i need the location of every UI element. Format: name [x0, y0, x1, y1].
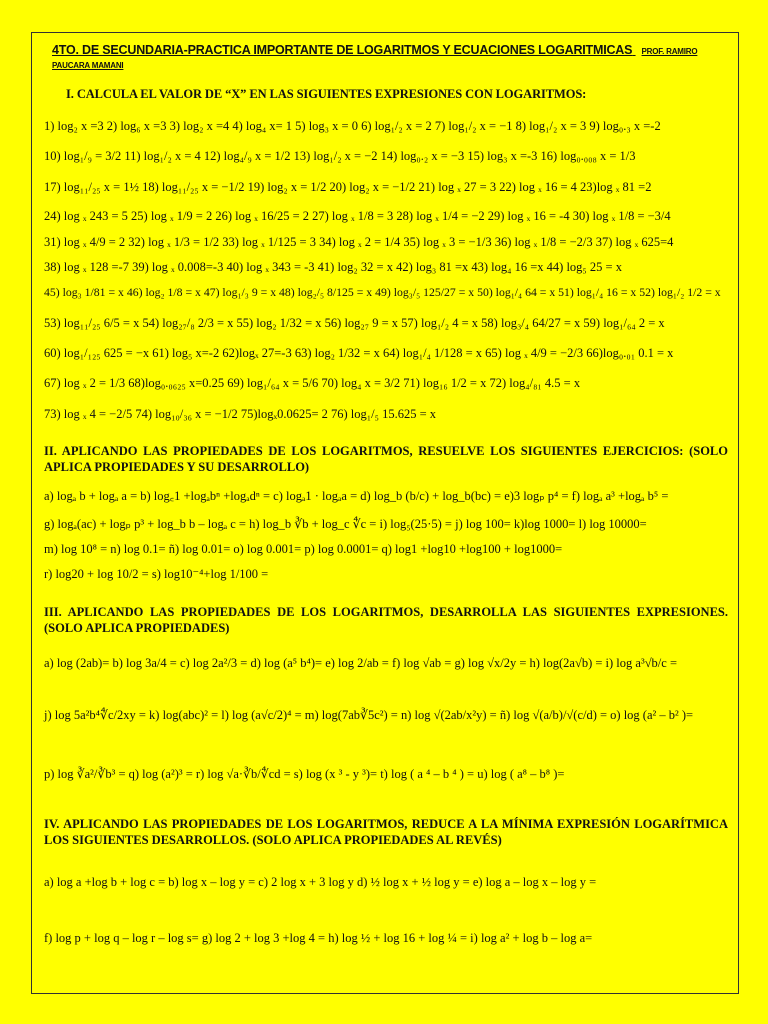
exercise-row: f) log p + log q – log r – log s= g) log 2 + log 3 +log 4 = h) log ½ + log 16 + log ¼ = i) log a² + log b – log a=	[44, 931, 593, 945]
exercise-row: 67) log ₓ 2 = 1/3 68)log₀.₀₆₂₅ x=0.25 69) log₁/₆₄ x = 5/6 70) log₄ x = 3/2 71) log₁₆ 1/2 = x 72) log₄/₈₁ 4.5 = x	[44, 375, 581, 390]
exercise-row: 17) log₁₁/₂₅ x = 1½ 18) log₁₁/₂₅ x = −1/2 19) log₂ x = 1/2 20) log₂ x = −1/2 21) log ₓ 27 = 3 22) log ₓ 16 = 4 23)log ₓ 81 =2	[44, 180, 652, 194]
section-3-heading: III. APLICANDO LAS PROPIEDADES DE LOS LOGARITMOS, DESARROLLA LAS SIGUIENTES EXPRESIONES. (SOLO APLICA PROPIEDADES)	[44, 605, 728, 635]
exercise-row: g) logₐ(ac) + logₚ p³ + log_b b – logₐ c = h) log_b ∛b + log_c ∜c = i) log₅(25·5) = j) log 100= k)log 1000= l) log 10000=	[44, 516, 647, 531]
author-name: PROF. RAMIRO PAUCARA MAMANI	[52, 47, 698, 70]
exercise-row: 45) log₃ 1/81 = x 46) log₂ 1/8 = x 47) log₁/₃ 9 = x 48) log₂/₅ 8/125 = x 49) log₃/₅ 125/27 = x 50) log₁/₄ 64 = x 51) log₁/₄ 16 = x 52) log₁/₂ 1/2 = x	[44, 285, 721, 299]
exercise-row: 73) log ₓ 4 = −2/5 74) log₁₀/₃₆ x = −1/2 75)logₓ0.0625= 2 76) log₁/₅ 15.625 = x	[44, 407, 437, 421]
exercise-row: 60) log₁/₁₂₅ 625 = −x 61) log₅ x=-2 62)logₓ 27=-3 63) log₂ 1/32 = x 64) log₁/₄ 1/128 = x 65) log ₓ 4/9 = −2/3 66)log₀.₀₁ 0.1 = x	[44, 345, 674, 360]
section-2-heading: II. APLICANDO LAS PROPIEDADES DE LOS LOGARITMOS, RESUELVE LOS SIGUIENTES EJERCICIOS: (SOLO APLICA PROPIEDADES Y SU DESARROLLO)	[44, 444, 728, 474]
section-1-heading: I. CALCULA EL VALOR DE “X” EN LAS SIGUIENTES EXPRESIONES CON LOGARITMOS:	[66, 87, 587, 101]
section-4-heading: IV. APLICANDO LAS PROPIEDADES DE LOS LOGARITMOS, REDUCE A LA MÍNIMA EXPRESIÓN LOGARÍTMICA LOS SIGUIENTES DESARROLLOS. (SOLO APLICA PROPIEDADES AL REVÉS)	[44, 817, 728, 847]
exercise-row: r) log20 + log 10/2 = s) log10⁻⁴+log 1/100 =	[44, 566, 269, 581]
worksheet-page	[31, 32, 739, 994]
exercise-row: 24) log ₓ 243 = 5 25) log ₓ 1/9 = 2 26) log ₓ 16/25 = 2 27) log ₓ 1/8 = 3 28) log ₓ 1/4 = −2 29) log ₓ 16 = -4 30) log ₓ 1/8 = −3/4	[44, 208, 671, 223]
exercise-row: 1) log₂ x =3 2) log₆ x =3 3) log₂ x =4 4) log₄ x= 1 5) log₃ x = 0 6) log₁/₂ x = 2 7) log₁/₂ x = −1 8) log₁/₂ x = 3 9) log₀.₃ x =-2	[44, 118, 661, 133]
worksheet-title: 4TO. DE SECUNDARIA-PRACTICA IMPORTANTE DE LOGARITMOS Y ECUACIONES LOGARITMICAS	[52, 43, 633, 57]
exercise-row: a) log (2ab)= b) log 3a/4 = c) log 2a²/3 = d) log (a⁵ b⁴)= e) log 2/ab = f) log √ab = g) log √x/2y = h) log(2a√b) = i) log a³√b/c =	[44, 656, 677, 670]
exercise-row: a) logₐ b + logₐ a = b) log꜀1 +logₐbⁿ +logₐdⁿ = c) logₐ1 · logₐa = d) log_b (b/c) + log_b(bc) = e)3 logₚ p⁴ = f) logₐ a³ +logₐ b⁵ =	[44, 489, 669, 503]
exercise-row: 10) log₁/₉ = 3/2 11) log₁/₂ x = 4 12) log₄/₉ x = 1/2 13) log₁/₂ x = −2 14) log₀.₂ x = −3 15) log₃ x =-3 16) log₀.₀₀₈ x = 1/3	[44, 148, 636, 163]
worksheet-header	[52, 43, 728, 71]
exercise-row: a) log a +log b + log c = b) log x – log y = c) 2 log x + 3 log y d) ½ log x + ½ log y = e) log a – log x – log y =	[44, 875, 597, 889]
exercise-row: j) log 5a²b⁴∜c/2xy = k) log(abc)² = l) log (a√c/2)⁴ = m) log(7ab∛5c²) = n) log √(2ab/x²y) = ñ) log √(a/b)/√(c/d) = o) log (a² – b² )=	[44, 708, 694, 722]
exercise-row: 31) log ₓ 4/9 = 2 32) log ₓ 1/3 = 1/2 33) log ₓ 1/125 = 3 34) log ₓ 2 = 1/4 35) log ₓ 3 = −1/3 36) log ₓ 1/8 = −2/3 37) log ₓ 625=4	[44, 234, 674, 249]
exercise-row: 53) log₁₁/₂₅ 6/5 = x 54) log₂₇/₈ 2/3 = x 55) log₂ 1/32 = x 56) log₂₇ 9 = x 57) log₁/₂ 4 = x 58) log₃/₄ 64/27 = x 59) log₁/₆₄ 2 = x	[44, 315, 665, 330]
exercise-row: p) log ∛a²/∛b³ = q) log (a²)³ = r) log √a·∛b/∜cd = s) log (x ³ - y ³)= t) log ( a ⁴ – b ⁴ ) = u) log ( a⁸ – b⁸ )=	[44, 767, 565, 781]
exercise-row: 38) log ₓ 128 =-7 39) log ₓ 0.008=-3 40) log ₓ 343 = -3 41) log₂ 32 = x 42) log₃ 81 =x 43) log₄ 16 =x 44) log₅ 25 = x	[44, 259, 622, 274]
exercise-row: m) log 10⁸ = n) log 0.1= ñ) log 0.01= o) log 0.001= p) log 0.0001= q) log1 +log10 +log100 + log1000=	[44, 541, 563, 556]
